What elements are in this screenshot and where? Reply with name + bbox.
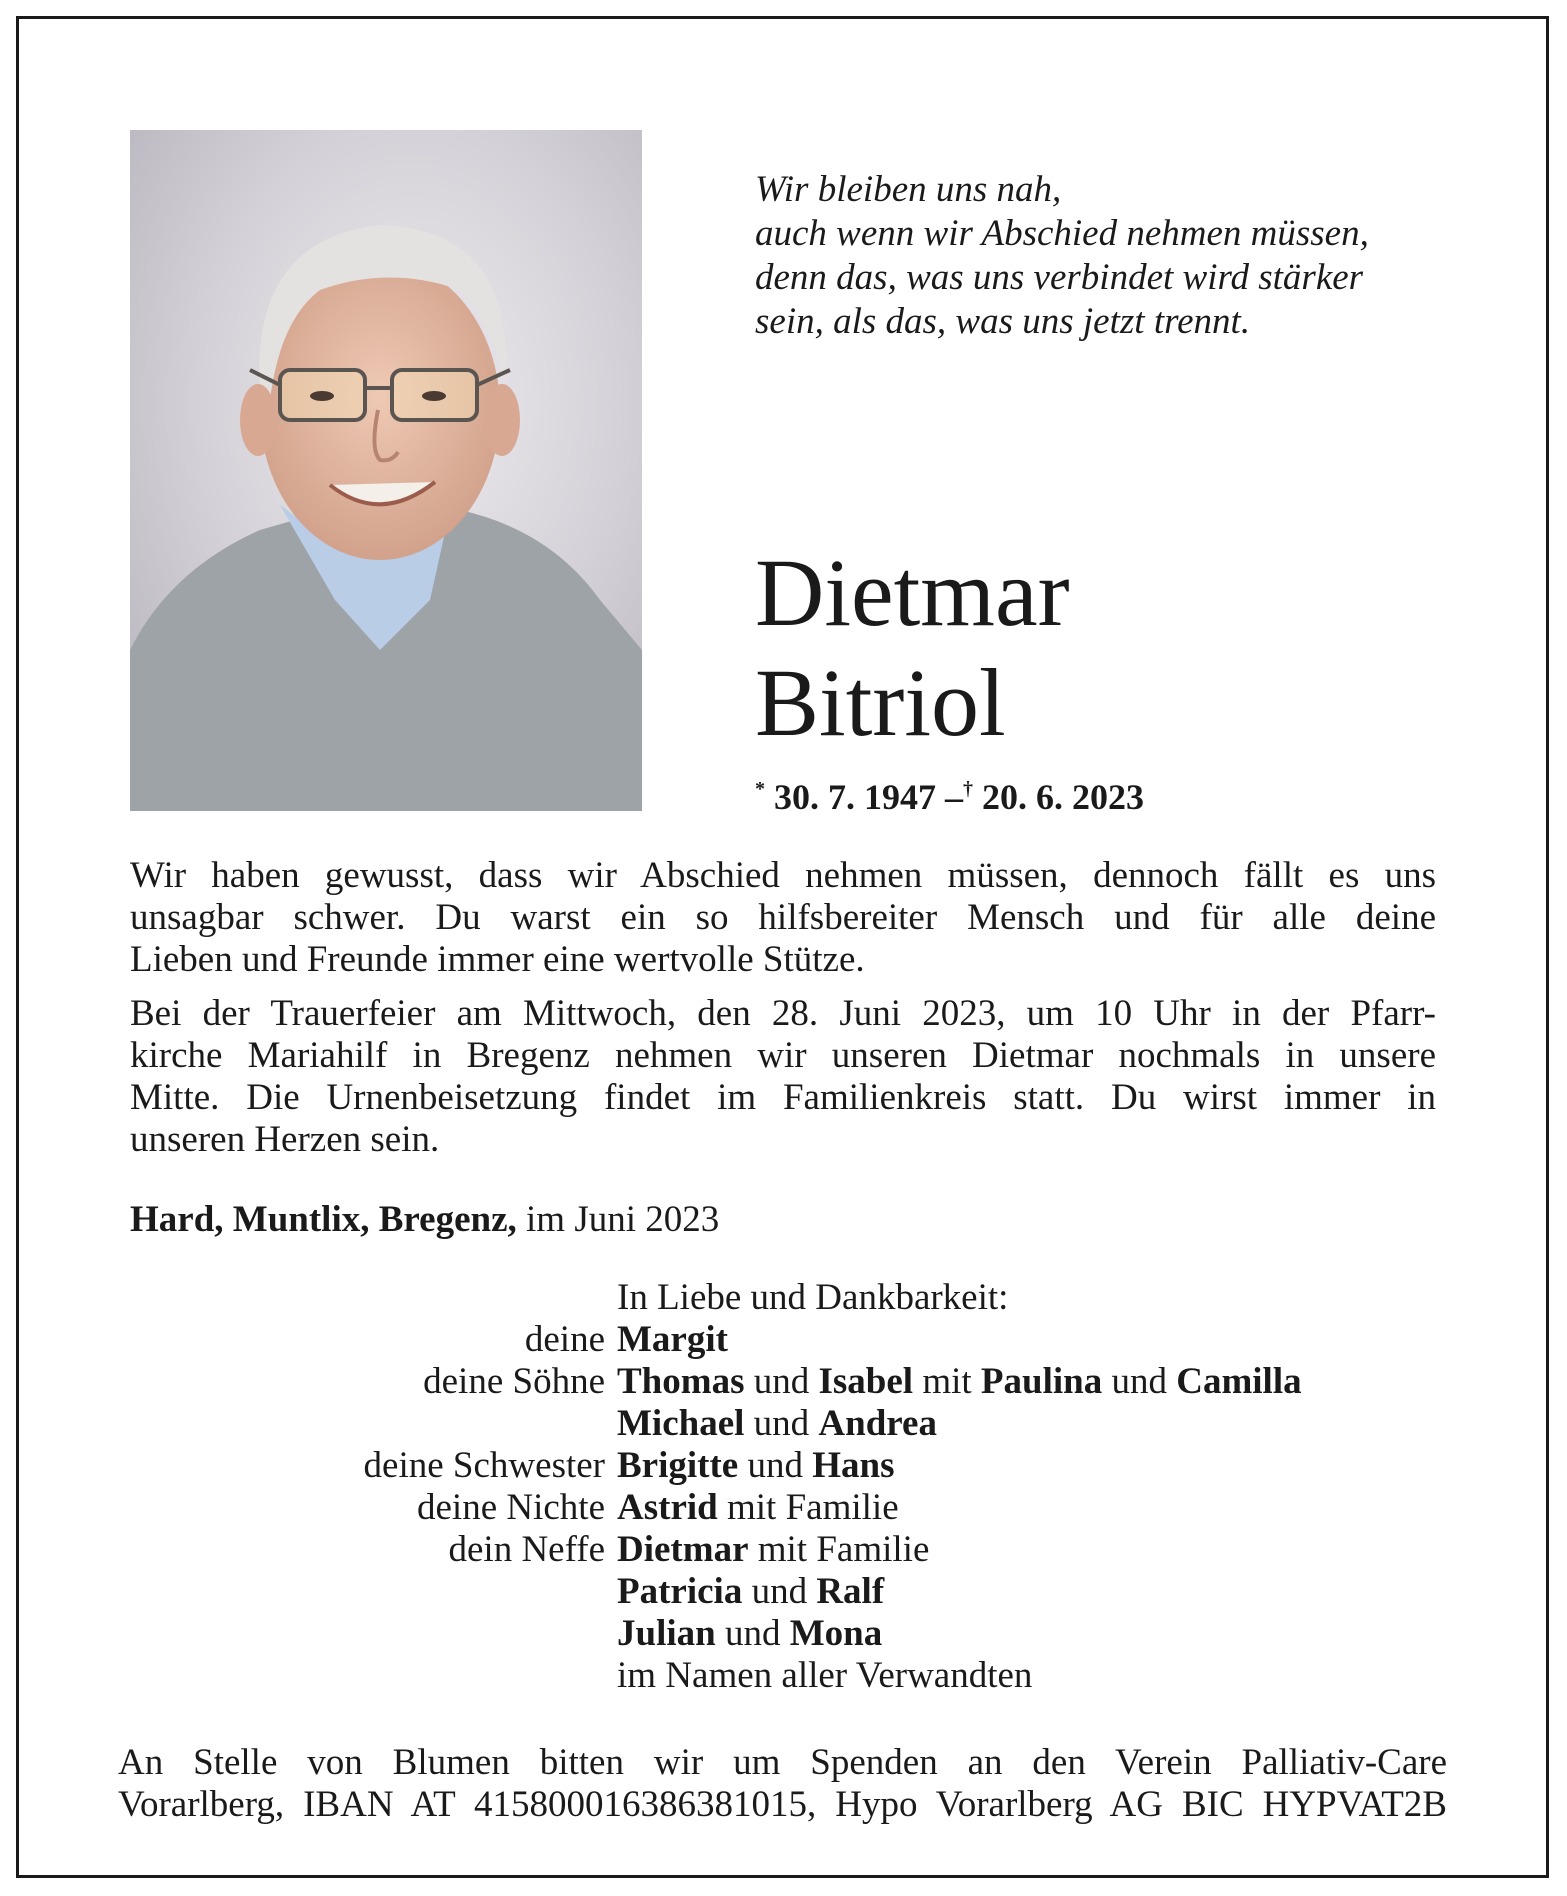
mourner-row xyxy=(0,1613,1567,1655)
donation-notice xyxy=(118,1742,1447,1826)
motto-line: auch wenn wir Abschied nehmen müssen, xyxy=(755,213,1369,254)
mourner-connector: mit Familie xyxy=(717,1487,899,1528)
motto-line: sein, als das, was uns jetzt trennt. xyxy=(755,301,1251,342)
towns: Hard, Muntlix, Bregenz, xyxy=(130,1199,517,1240)
ceremony-paragraph xyxy=(130,993,1436,1161)
mourners-list xyxy=(0,1277,1567,1697)
place-and-date xyxy=(130,1198,719,1241)
mourner-name: Camilla xyxy=(1176,1361,1302,1402)
portrait-illustration xyxy=(130,130,642,811)
mourner-names xyxy=(617,1571,1567,1613)
mourner-connector: mit Familie xyxy=(748,1529,930,1570)
mourner-row xyxy=(0,1655,1567,1697)
deceased-name xyxy=(755,538,1070,758)
mourner-connector: mit xyxy=(913,1361,981,1402)
mourner-name: Mona xyxy=(789,1613,883,1654)
mourner-name: Ralf xyxy=(816,1571,885,1612)
mourner-names xyxy=(617,1319,1567,1361)
mourner-names xyxy=(617,1655,1567,1697)
paragraph-line: kirche Mariahilf in Bregenz nehmen wir unseren Dietmar nochmals in unsere xyxy=(130,1035,1436,1076)
birth-symbol: * xyxy=(755,778,765,800)
mourner-name: Brigitte xyxy=(617,1445,739,1486)
mourner-connector: im Namen aller Verwandten xyxy=(617,1655,1033,1696)
mourner-relation: deine Nichte xyxy=(417,1487,605,1528)
birth-date: 30. 7. 1947 xyxy=(774,777,936,817)
mourner-names xyxy=(617,1529,1567,1571)
mourner-relation xyxy=(0,1655,617,1697)
mourner-name: Astrid xyxy=(617,1487,718,1528)
first-name: Dietmar xyxy=(755,539,1070,646)
mourner-connector: und xyxy=(742,1571,817,1612)
paragraph-line: Mitte. Die Urnenbeisetzung findet im Familienkreis statt. Du wirst immer in xyxy=(130,1077,1436,1118)
portrait-photo xyxy=(130,130,642,811)
mourner-row xyxy=(0,1445,1567,1487)
mourner-connector: und xyxy=(715,1613,790,1654)
mourner-connector: und xyxy=(738,1445,813,1486)
mourner-name: Michael xyxy=(617,1403,745,1444)
paragraph-line: Lieben und Freunde immer eine wertvolle Stütze. xyxy=(130,939,865,980)
life-dates xyxy=(755,776,1144,818)
motto-line: denn das, was uns verbindet wird stärker xyxy=(755,257,1364,298)
mourner-row xyxy=(0,1319,1567,1361)
mourner-connector: und xyxy=(744,1403,819,1444)
mourner-names xyxy=(617,1487,1567,1529)
mourner-names xyxy=(617,1613,1567,1655)
paragraph-line: Bei der Trauerfeier am Mittwoch, den 28. Juni 2023, um 10 Uhr in der Pfarr- xyxy=(130,993,1436,1034)
mourner-name: Andrea xyxy=(818,1403,937,1444)
date-separator: – xyxy=(945,777,963,817)
mourner-relation: deine Schwester xyxy=(363,1445,605,1486)
mourner-name: Paulina xyxy=(980,1361,1103,1402)
paragraph-line: unsagbar schwer. Du warst ein so hilfsbereiter Mensch und für alle deine xyxy=(130,897,1436,938)
mourner-connector: und xyxy=(1102,1361,1177,1402)
mourner-relation: deine xyxy=(524,1319,605,1360)
death-date: 20. 6. 2023 xyxy=(982,777,1144,817)
mourner-row xyxy=(0,1361,1567,1403)
mourner-names xyxy=(617,1445,1567,1487)
month-year: im Juni 2023 xyxy=(526,1199,720,1240)
mourner-row xyxy=(0,1529,1567,1571)
mourner-relation: deine Söhne xyxy=(423,1361,605,1402)
mourner-name: Dietmar xyxy=(617,1529,749,1570)
mourner-row xyxy=(0,1487,1567,1529)
mourner-names xyxy=(617,1361,1567,1403)
paragraph-line: Wir haben gewusst, dass wir Abschied nehmen müssen, dennoch fällt es uns xyxy=(130,855,1436,896)
mourner-connector: und xyxy=(744,1361,819,1402)
mourner-name: Hans xyxy=(812,1445,895,1486)
mourner-relation xyxy=(0,1403,617,1445)
mourners-intro-row xyxy=(0,1277,1567,1319)
mourner-relation xyxy=(0,1613,617,1655)
mourner-row xyxy=(0,1571,1567,1613)
mourners-intro: In Liebe und Dankbarkeit: xyxy=(617,1277,1009,1318)
mourner-name: Julian xyxy=(617,1613,716,1654)
motto-line: Wir bleiben uns nah, xyxy=(755,169,1062,210)
mourner-name: Thomas xyxy=(617,1361,745,1402)
donation-line: Vorarlberg, IBAN AT 415800016386381015, Hypo Vorarlberg AG BIC HYPVAT2B xyxy=(118,1784,1447,1825)
mourner-name: Isabel xyxy=(818,1361,914,1402)
motto-quote xyxy=(755,168,1475,344)
last-name: Bitriol xyxy=(755,649,1006,756)
farewell-paragraph xyxy=(130,855,1436,981)
mourner-name: Patricia xyxy=(617,1571,743,1612)
mourner-relation xyxy=(0,1571,617,1613)
mourner-names xyxy=(617,1403,1567,1445)
mourner-row xyxy=(0,1403,1567,1445)
paragraph-line: unseren Herzen sein. xyxy=(130,1119,440,1160)
death-symbol: † xyxy=(963,778,973,800)
donation-line: An Stelle von Blumen bitten wir um Spenden an den Verein Palliativ-Care xyxy=(118,1742,1447,1783)
mourner-relation: dein Neffe xyxy=(448,1529,605,1570)
mourner-name: Margit xyxy=(617,1319,728,1360)
